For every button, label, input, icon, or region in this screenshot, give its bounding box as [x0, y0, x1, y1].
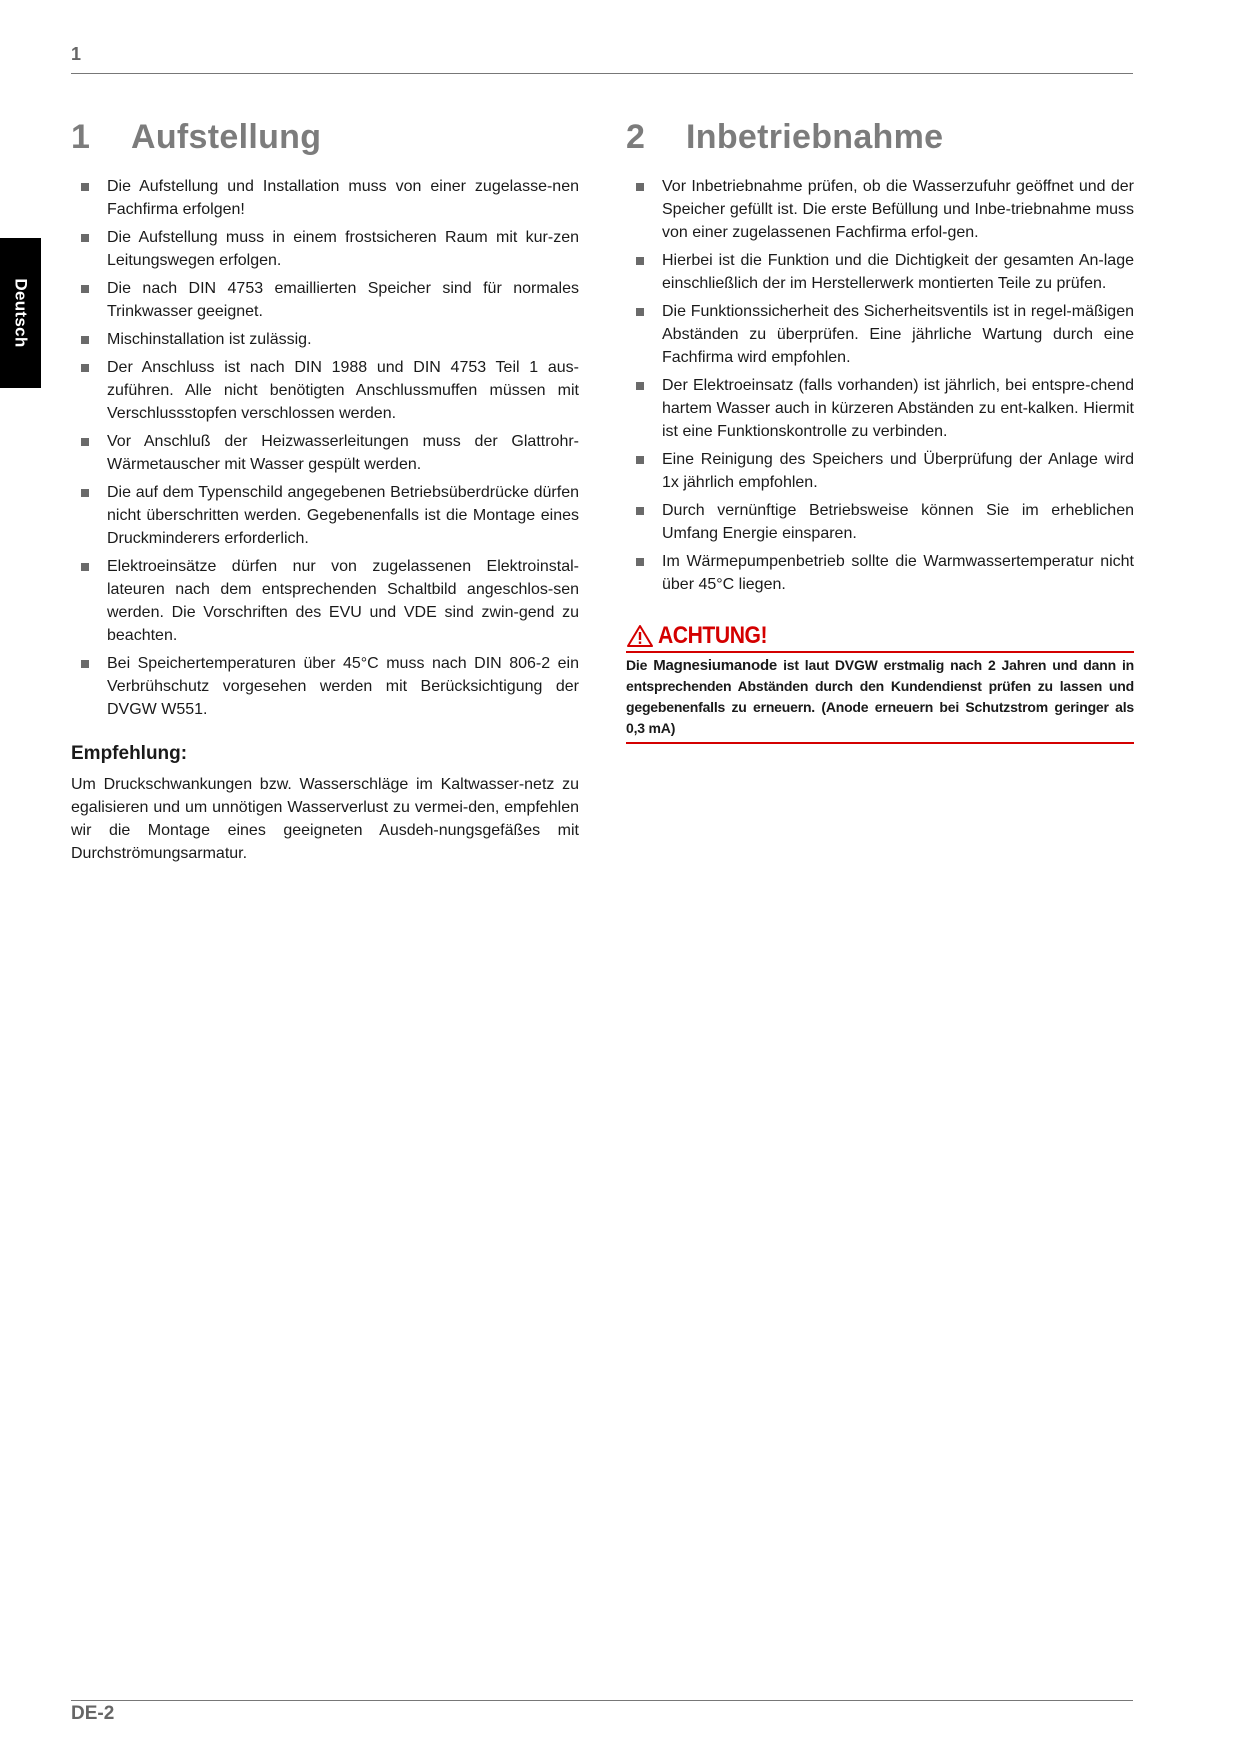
square-bullet-icon [81, 234, 89, 242]
square-bullet-icon [81, 438, 89, 446]
section-aufstellung [71, 118, 579, 865]
section-number: 2 [626, 118, 646, 156]
list-item: Vor Anschluß der Heizwasserleitungen muss der Glattrohr-Wärmetauscher mit Wasser gespült werden. [71, 430, 579, 476]
page-number: DE-2 [71, 1703, 115, 1724]
list-item: Die auf dem Typenschild angegebenen Betriebsüberdrücke dürfen nicht überschritten werden. Gegebenenfalls ist die Montage eines Druckminderers erforderlich. [71, 481, 579, 550]
square-bullet-icon [81, 285, 89, 293]
section-inbetriebnahme [626, 118, 1134, 744]
recommendation-heading: Empfehlung: [71, 743, 188, 764]
header-rule [71, 73, 1133, 74]
list-item: Die Aufstellung und Installation muss von einer zugelasse-nen Fachfirma erfolgen! [71, 175, 579, 221]
warning-title: ACHTUNG! [658, 622, 768, 649]
square-bullet-icon [636, 308, 644, 316]
recommendation-text: Um Druckschwankungen bzw. Wasserschläge im Kaltwasser-netz zu egalisieren und um unnötigen Wasserverlust zu vermei-den, empfehlen wir die Montage eines geeigneten Ausdeh-nungsgefäßes mit Durchströmungsarmatur. [71, 776, 579, 862]
square-bullet-icon [636, 456, 644, 464]
section-heading [71, 118, 579, 157]
square-bullet-icon [81, 489, 89, 497]
list-item: Der Anschluss ist nach DIN 1988 und DIN 4753 Teil 1 aus-zuführen. Alle nicht benötigten Anschlussmuffen müssen mit Verschlussstopfen verschlossen werden. [71, 356, 579, 425]
section-title: Aufstellung [131, 118, 322, 156]
square-bullet-icon [636, 558, 644, 566]
square-bullet-icon [81, 364, 89, 372]
list-item: Die Aufstellung muss in einem frostsicheren Raum mit kur-zen Leitungswegen erfolgen. [71, 226, 579, 272]
list-item: Vor Inbetriebnahme prüfen, ob die Wasserzufuhr geöffnet und der Speicher gefüllt ist. Die erste Befüllung und Inbe-triebnahme muss von einer zugelassenen Fachfirma erfol-gen. [626, 175, 1134, 244]
square-bullet-icon [81, 563, 89, 571]
bullet-list [71, 175, 579, 721]
square-bullet-icon [636, 183, 644, 191]
list-item: Die Funktionssicherheit des Sicherheitsventils ist in regel-mäßigen Abständen zu überprüfen. Eine jährliche Wartung durch eine Fachfirma wird empfohlen. [626, 300, 1134, 369]
section-title: Inbetriebnahme [686, 118, 944, 156]
warning-triangle-icon [626, 624, 654, 648]
list-item: Durch vernünftige Betriebsweise können Sie im erheblichen Umfang Energie einsparen. [626, 499, 1134, 545]
list-item: Die nach DIN 4753 emaillierten Speicher sind für normales Trinkwasser geeignet. [71, 277, 579, 323]
bullet-list [626, 175, 1134, 596]
warning-emphasis: Magnesiumanode [653, 657, 778, 674]
warning-bottom-rule [626, 742, 1134, 744]
list-item: Hierbei ist die Funktion und die Dichtigkeit der gesamten An-lage einschließlich der im Herstellerwerk montierten Teile zu prüfen. [626, 249, 1134, 295]
list-item: Elektroeinsätze dürfen nur von zugelassenen Elektroinstal-lateuren nach dem entsprechenden Schaltbild angeschlos-sen werden. Die Vorschriften des EVU und VDE sind zwin-gend zu beachten. [71, 555, 579, 647]
warning-header [626, 622, 1134, 650]
language-tab-label: Deutsch [11, 278, 31, 348]
language-tab [0, 238, 41, 388]
list-item: Im Wärmepumpenbetrieb sollte die Warmwassertemperatur nicht über 45°C liegen. [626, 550, 1134, 596]
square-bullet-icon [636, 382, 644, 390]
square-bullet-icon [636, 507, 644, 515]
square-bullet-icon [81, 660, 89, 668]
square-bullet-icon [81, 336, 89, 344]
page-section-number: 1 [71, 44, 82, 64]
footer-rule [71, 1700, 1133, 1701]
list-item: Eine Reinigung des Speichers und Überprüfung der Anlage wird 1x jährlich empfohlen. [626, 448, 1134, 494]
square-bullet-icon [636, 257, 644, 265]
warning-box [626, 622, 1134, 744]
list-item: Mischinstallation ist zulässig. [71, 328, 579, 351]
list-item: Bei Speichertemperaturen über 45°C muss nach DIN 806-2 ein Verbrühschutz vorgesehen werden mit Berücksichtigung der DVGW W551. [71, 652, 579, 721]
list-item: Der Elektroeinsatz (falls vorhanden) ist jährlich, bei entspre-chend hartem Wasser auch in kürzeren Abständen zu ent-kalken. Hiermit ist eine Funktionskontrolle zu verbinden. [626, 374, 1134, 443]
warning-text: Die Magnesiumanode ist laut DVGW erstmalig nach 2 Jahren und dann in entsprechenden Abständen durch den Kundendienst prüfen zu lassen und gegebenenfalls zu erneuern. (Anode erneuern bei Schutzstrom geringer als 0,3 mA) [626, 657, 1134, 736]
section-number: 1 [71, 118, 91, 156]
section-heading [626, 118, 1134, 157]
square-bullet-icon [81, 183, 89, 191]
